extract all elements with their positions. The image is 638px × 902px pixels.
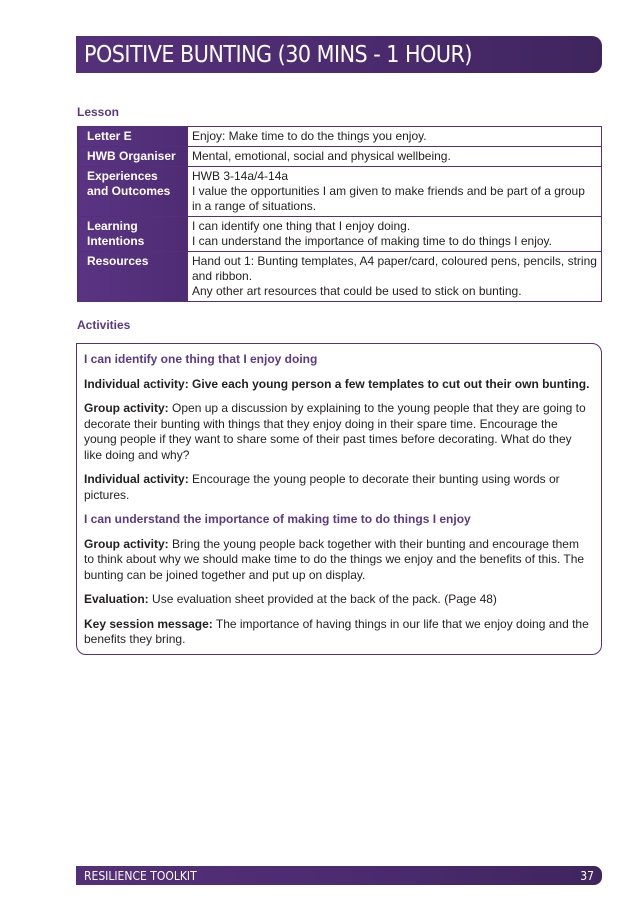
row-value: Enjoy: Make time to do the things you enjoy. [188, 127, 602, 147]
key-session-message: Key session message: The importance of having things in our life that we enjoy doing and the benefits they bring. [84, 616, 589, 646]
table-row [78, 252, 602, 302]
evaluation: Evaluation: Use evaluation sheet provided at the back of the pack. (Page 48) [84, 592, 497, 606]
row-heading: Letter E [78, 127, 188, 147]
row-value: Hand out 1: Bunting templates, A4 paper/card, coloured pens, pencils, string and ribbon. Any other art resources that could be used to stick on bunting. [188, 252, 602, 302]
table-row [78, 217, 602, 252]
phase-title: I can understand the importance of making time to do things I enjoy [84, 512, 471, 526]
page-number: 37 [580, 868, 594, 883]
table-row [78, 167, 602, 217]
row-heading: Learning Intentions [78, 217, 188, 252]
page-title: POSITIVE BUNTING (30 MINS - 1 HOUR) [84, 41, 472, 68]
phase-title: I can identify one thing that I enjoy doing [84, 352, 318, 366]
footer-title: RESILIENCE TOOLKIT [84, 868, 197, 883]
row-value: Mental, emotional, social and physical wellbeing. [188, 147, 602, 167]
group-activity: Group activity: Open up a discussion by explaining to the young people that they are going to decorate their bunting with things that they enjoy doing in their spare time. Encourage the young people if they want to share some of their past times before decorating. What do they like doing and why? [84, 401, 586, 462]
lesson-table [77, 126, 602, 302]
table-row [78, 147, 602, 167]
row-heading: Resources [78, 252, 188, 302]
group-activity: Group activity: Bring the young people back together with their bunting and encourage them to think about why we should make time to do the things we enjoy and the benefits of this. The bunting can be joined together and put up on display. [84, 536, 585, 582]
activities-box [76, 343, 602, 655]
individual-activity: Individual activity: Give each young person a few templates to cut out their own bunting. [84, 376, 590, 391]
table-row [78, 127, 602, 147]
lesson-label: Lesson [77, 105, 120, 119]
row-heading: HWB Organiser [78, 147, 188, 167]
title-bar [76, 36, 602, 73]
individual-activity: Individual activity: Encourage the young people to decorate their bunting using words or pictures. [84, 472, 560, 502]
row-value: HWB 3-14a/4-14a I value the opportunities I am given to make friends and be part of a group in a range of situations. [188, 167, 602, 217]
activities-label: Activities [77, 318, 131, 332]
footer-bar [76, 866, 602, 885]
row-heading: Experiences and Outcomes [78, 167, 188, 217]
row-value: I can identify one thing that I enjoy doing. I can understand the importance of making time to do things I enjoy. [188, 217, 602, 252]
